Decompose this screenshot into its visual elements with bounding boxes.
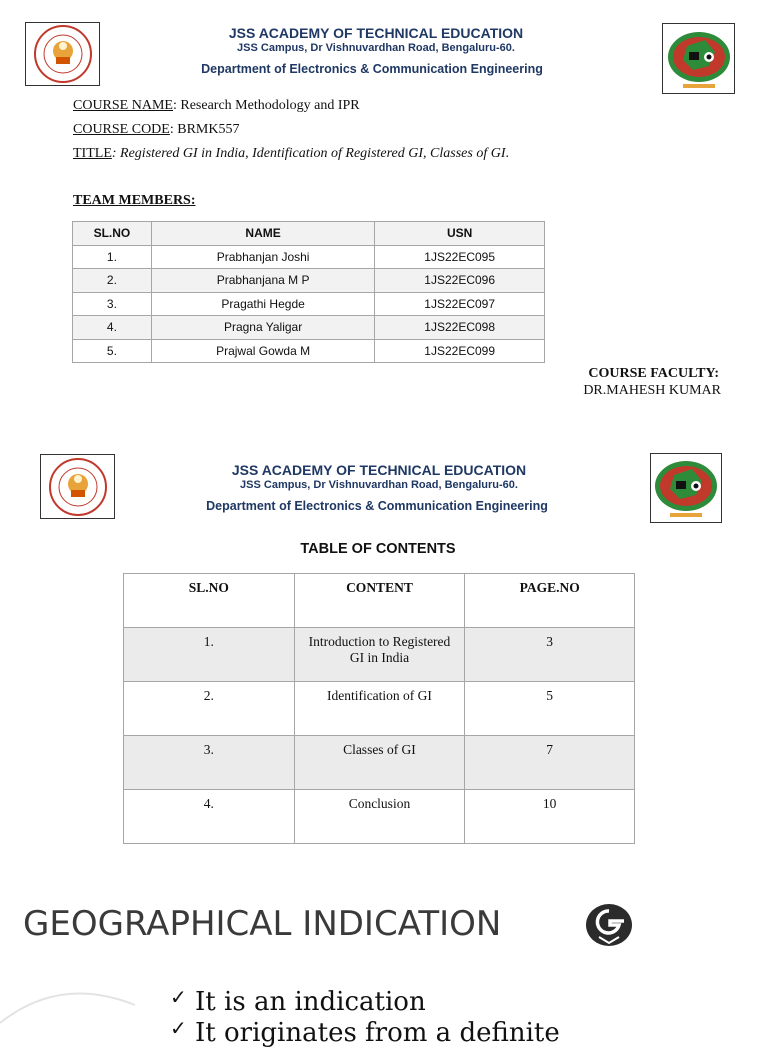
toc-cell-pageno: 3 (465, 628, 635, 682)
table-row (124, 736, 635, 790)
toc-heading: TABLE OF CONTENTS (300, 541, 456, 557)
jss-emblem-icon (45, 457, 111, 517)
institution-name-2: JSS ACADEMY OF TECHNICAL EDUCATION (231, 462, 527, 478)
jss-emblem-icon (30, 24, 96, 84)
toc-cell-slno: 1. (124, 628, 295, 682)
toc-cell-slno: 4. (124, 790, 295, 844)
toc-cell-content: Introduction to Registered GI in India (294, 628, 465, 682)
team-col-name: NAME (151, 222, 374, 246)
bullet-item (170, 985, 426, 1017)
title-label: TITLE (73, 146, 112, 161)
toc-col-slno: SL.NO (124, 574, 295, 628)
title-line (73, 146, 509, 162)
team-cell-usn: 1JS22EC095 (375, 245, 545, 269)
team-cell-name: Prajwal Gowda M (151, 339, 374, 363)
table-row (124, 628, 635, 682)
table-row (73, 292, 545, 316)
toc-col-content: CONTENT (294, 574, 465, 628)
course-code-value: : BRMK557 (169, 122, 240, 137)
slide-title: GEOGRAPHICAL INDICATION (23, 904, 502, 944)
campus-address: JSS Campus, Dr Vishnuvardhan Road, Bengaluru-60. (237, 42, 515, 54)
table-row (73, 339, 545, 363)
check-icon: ✓ (170, 1016, 187, 1040)
team-cell-slno: 5. (73, 339, 152, 363)
course-faculty-label: COURSE FACULTY: (588, 366, 719, 381)
title-value: : Registered GI in India, Identification of Registered GI, Classes of GI (111, 146, 506, 161)
ece-logo-right (662, 23, 735, 94)
course-code-line (73, 122, 239, 138)
team-cell-slno: 2. (73, 269, 152, 293)
toc-cell-slno: 2. (124, 682, 295, 736)
team-header-row (73, 222, 545, 246)
course-name-label: COURSE NAME (73, 98, 173, 113)
table-row (124, 682, 635, 736)
team-cell-slno: 1. (73, 245, 152, 269)
team-cell-usn: 1JS22EC097 (375, 292, 545, 316)
course-name-value: : Research Methodology and IPR (172, 98, 360, 113)
toc-header-row (124, 574, 635, 628)
toc-cell-content: Classes of GI (294, 736, 465, 790)
team-col-slno: SL.NO (73, 222, 152, 246)
toc-cell-pageno: 10 (465, 790, 635, 844)
course-faculty-name: DR.MAHESH KUMAR (583, 383, 721, 398)
institution-name: JSS ACADEMY OF TECHNICAL EDUCATION (228, 25, 524, 41)
gi-logo-icon (585, 903, 633, 952)
team-cell-slno: 4. (73, 316, 152, 340)
table-row (73, 316, 545, 340)
check-icon: ✓ (170, 985, 187, 1009)
ece-emblem-icon (665, 26, 733, 92)
team-cell-name: Prabhanjan Joshi (151, 245, 374, 269)
team-cell-name: Prabhanjana M P (151, 269, 374, 293)
team-cell-usn: 1JS22EC098 (375, 316, 545, 340)
decorative-arc (0, 985, 140, 1030)
campus-address-2: JSS Campus, Dr Vishnuvardhan Road, Bengaluru-60. (240, 479, 518, 491)
department-name: Department of Electronics & Communication Engineering (201, 62, 543, 76)
team-cell-name: Pragathi Hegde (151, 292, 374, 316)
team-cell-usn: 1JS22EC096 (375, 269, 545, 293)
toc-cell-slno: 3. (124, 736, 295, 790)
table-row (124, 790, 635, 844)
jss-logo-left (25, 22, 100, 86)
ece-emblem-icon (652, 455, 720, 521)
team-cell-name: Pragna Yaligar (151, 316, 374, 340)
table-row (73, 269, 545, 293)
toc-col-pageno: PAGE.NO (465, 574, 635, 628)
title-end: . (505, 146, 509, 161)
course-name-line (73, 98, 360, 114)
toc-cell-pageno: 5 (465, 682, 635, 736)
table-row (73, 245, 545, 269)
toc-cell-pageno: 7 (465, 736, 635, 790)
toc-table (123, 573, 635, 844)
toc-cell-content: Identification of GI (294, 682, 465, 736)
toc-cell-content: Conclusion (294, 790, 465, 844)
department-name-2: Department of Electronics & Communication Engineering (206, 499, 548, 513)
bullet-text: It is an indication (195, 987, 426, 1017)
team-cell-usn: 1JS22EC099 (375, 339, 545, 363)
bullet-item (170, 1016, 560, 1048)
team-table (72, 221, 545, 363)
jss-logo-left-2 (40, 454, 115, 519)
team-cell-slno: 3. (73, 292, 152, 316)
bullet-text: It originates from a definite (195, 1018, 560, 1048)
course-code-label: COURSE CODE (73, 122, 170, 137)
ece-logo-right-2 (650, 453, 722, 523)
team-col-usn: USN (375, 222, 545, 246)
team-members-heading: TEAM MEMBERS: (73, 193, 196, 208)
